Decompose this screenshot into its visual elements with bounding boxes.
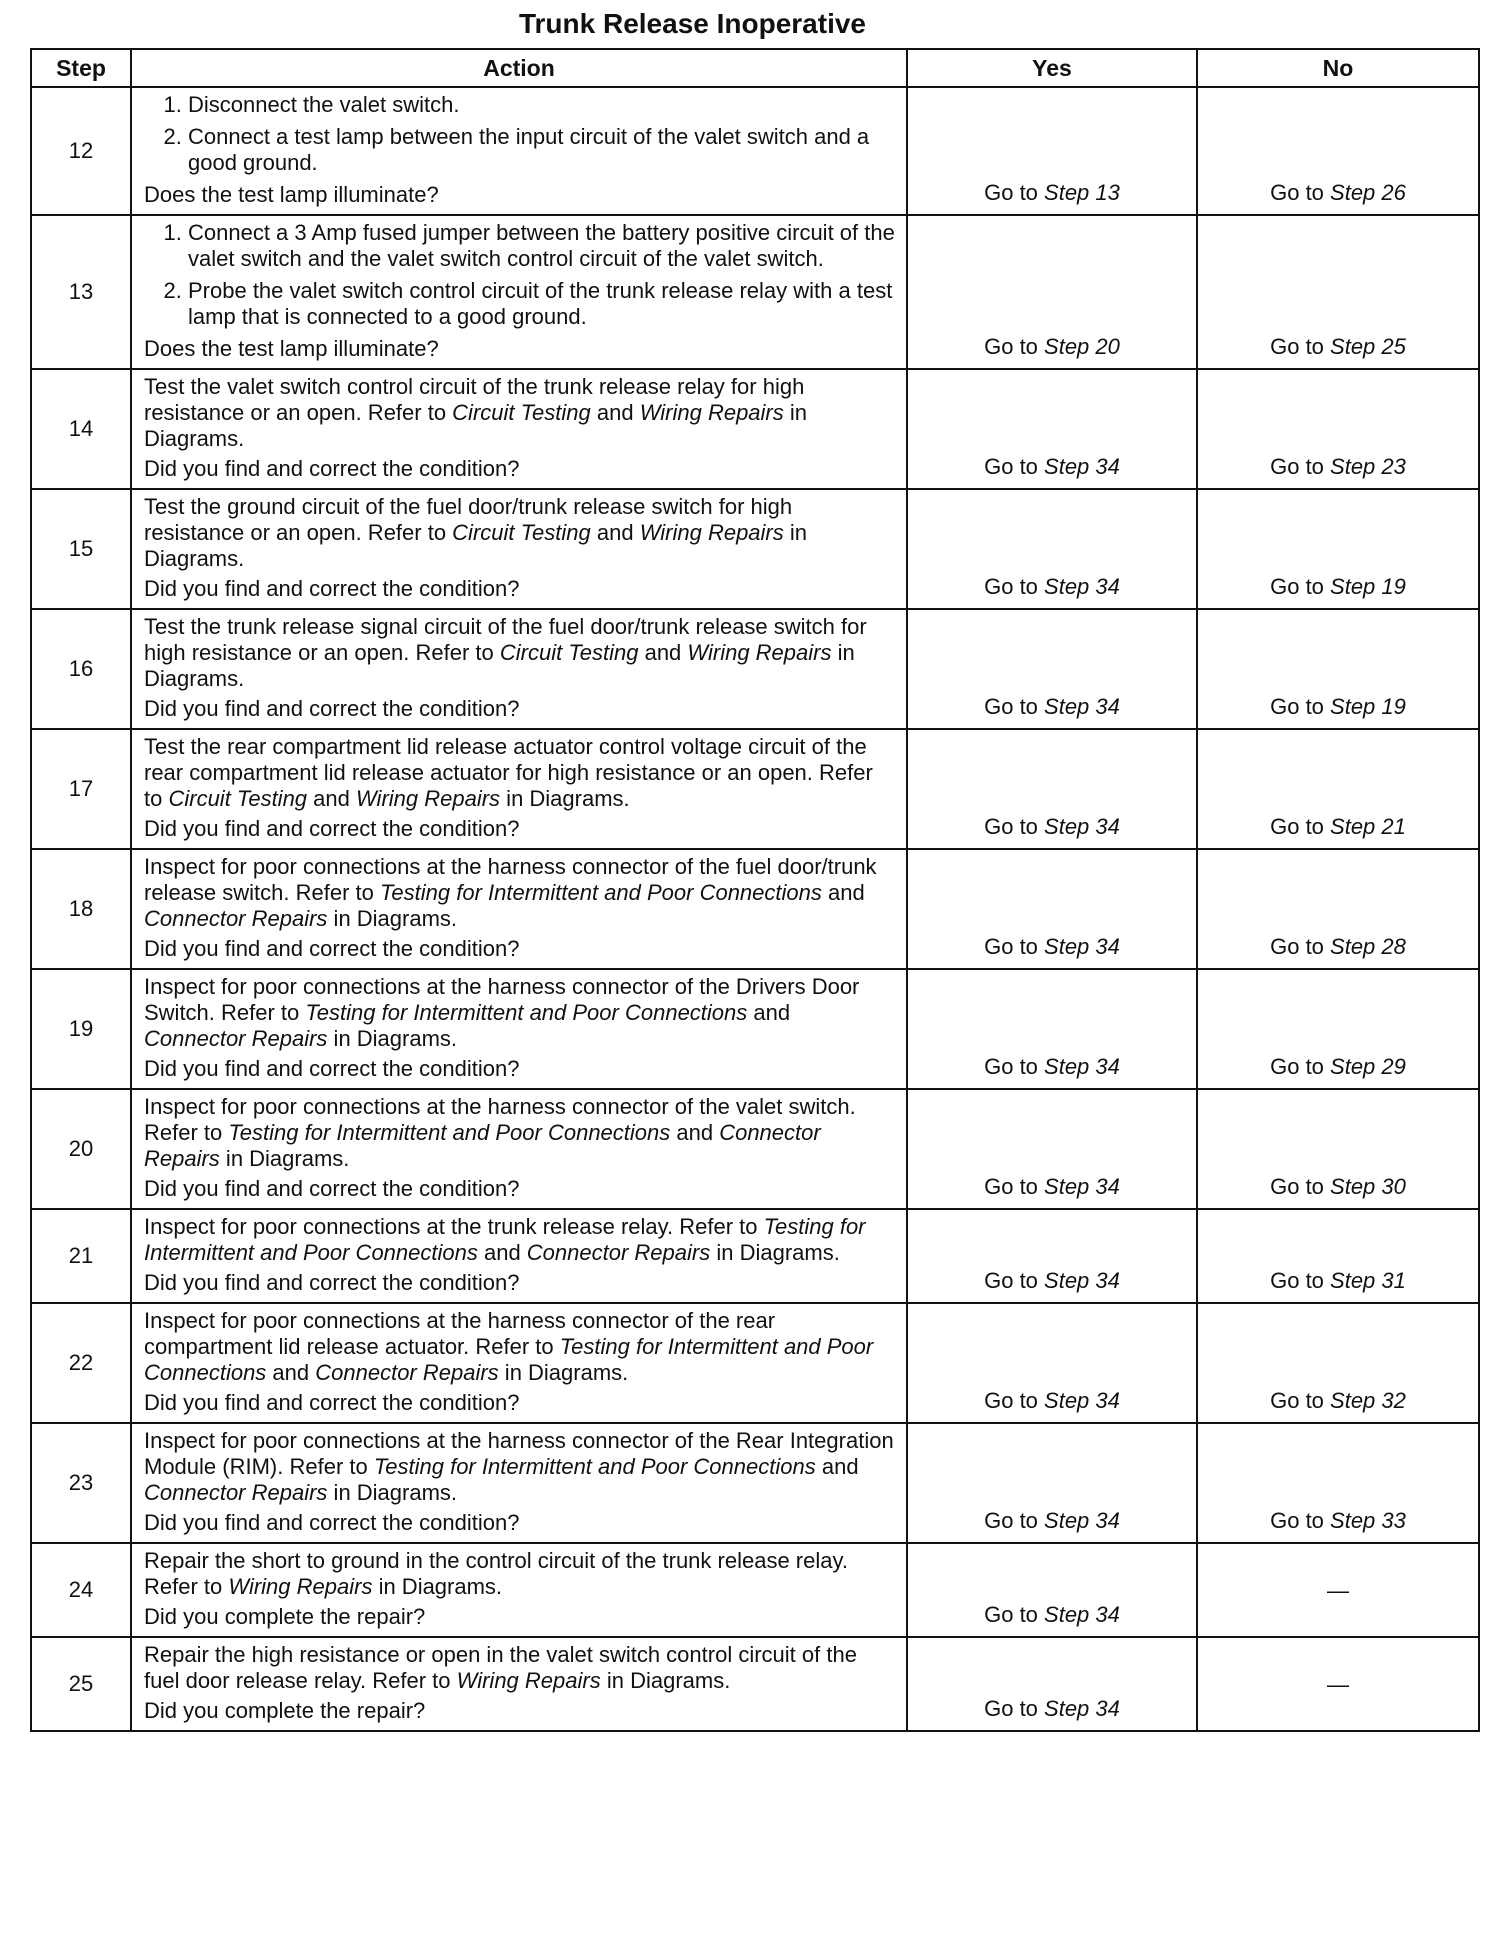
header-step: Step — [31, 49, 131, 87]
action-text: Test the trunk release signal circuit of the fuel door/trunk release switch for high resistance or an open. Refer to — [144, 614, 867, 665]
action-text: in Diagrams. — [144, 400, 808, 451]
goto-prefix: Go to — [1270, 1054, 1331, 1079]
table-row — [31, 729, 1479, 849]
goto-prefix: Go to — [984, 1174, 1045, 1199]
goto-prefix: Go to — [984, 1388, 1045, 1413]
goto-step-reference: Step 34 — [1044, 574, 1120, 599]
step-number: 21 — [31, 1209, 131, 1303]
goto-step-reference: Step 34 — [1044, 1054, 1120, 1079]
step-number: 20 — [31, 1089, 131, 1209]
action-text: and — [821, 880, 865, 905]
action-step-item — [188, 92, 896, 118]
table-row — [31, 87, 1479, 215]
action-cell — [131, 1209, 907, 1303]
reference-link-text: Testing for Intermittent and Poor Connections — [305, 1000, 748, 1025]
action-question: Did you find and correct the condition? — [144, 1390, 520, 1415]
action-question: Did you find and correct the condition? — [144, 1176, 520, 1201]
goto-prefix: Go to — [1270, 1508, 1331, 1533]
goto-step-reference: Step 31 — [1330, 1268, 1406, 1293]
action-text: Inspect for poor connections at the harness connector of the rear compartment lid release actuator. Refer to — [144, 1308, 776, 1359]
action-cell — [131, 1303, 907, 1423]
table-row — [31, 609, 1479, 729]
no-cell — [1197, 1543, 1479, 1637]
action-step-item — [188, 220, 896, 272]
table-body — [31, 87, 1479, 1731]
action-description — [144, 734, 896, 812]
action-text: Test the rear compartment lid release actuator control voltage circuit of the rear compartment lid release actuator for high resistance or an open. Refer to — [144, 734, 873, 811]
action-text: and — [590, 520, 640, 545]
goto-prefix: Go to — [1270, 334, 1331, 359]
reference-link-text: Connector Repairs — [526, 1240, 711, 1265]
no-cell — [1197, 849, 1479, 969]
action-description — [144, 1094, 896, 1172]
action-question: Did you find and correct the condition? — [144, 576, 520, 601]
action-text: in Diagrams. — [372, 1574, 503, 1599]
action-cell — [131, 849, 907, 969]
goto-step-reference: Step 34 — [1044, 694, 1120, 719]
action-text: in Diagrams. — [600, 1668, 731, 1693]
table-row — [31, 1637, 1479, 1731]
action-text: in Diagrams. — [327, 906, 458, 931]
action-text: and — [638, 640, 688, 665]
reference-link-text: Testing for Intermittent and Poor Connections — [228, 1120, 671, 1145]
goto-step-reference: Step 34 — [1044, 1602, 1120, 1627]
yes-cell — [907, 969, 1197, 1089]
table-row — [31, 1303, 1479, 1423]
action-text: Repair the high resistance or open in the valet switch control circuit of the fuel door release relay. Refer to — [144, 1642, 857, 1693]
yes-cell — [907, 369, 1197, 489]
goto-prefix: Go to — [984, 1602, 1045, 1627]
yes-cell — [907, 729, 1197, 849]
action-question: Did you find and correct the condition? — [144, 696, 520, 721]
action-description — [144, 1308, 896, 1386]
action-text: in Diagrams. — [144, 640, 855, 691]
action-question: Did you complete the repair? — [144, 1698, 426, 1723]
step-number: 18 — [31, 849, 131, 969]
action-description — [144, 854, 896, 932]
action-cell — [131, 969, 907, 1089]
action-text: and — [747, 1000, 791, 1025]
step-number: 19 — [31, 969, 131, 1089]
goto-prefix: Go to — [1270, 1268, 1331, 1293]
yes-cell — [907, 1303, 1197, 1423]
page-title: Trunk Release Inoperative — [518, 8, 867, 39]
goto-step-reference: Step 25 — [1330, 334, 1406, 359]
table-row — [31, 969, 1479, 1089]
step-number: 17 — [31, 729, 131, 849]
action-cell — [131, 87, 907, 215]
goto-prefix: Go to — [1270, 454, 1331, 479]
reference-link-text: Testing for Intermittent and Poor Connections — [144, 1214, 866, 1265]
action-question: Did you find and correct the condition? — [144, 1056, 520, 1081]
header-yes: Yes — [907, 49, 1197, 87]
yes-cell — [907, 849, 1197, 969]
action-question: Did you find and correct the condition? — [144, 816, 520, 841]
action-description — [144, 494, 896, 572]
goto-step-reference: Step 34 — [1044, 454, 1120, 479]
goto-prefix: Go to — [1270, 694, 1331, 719]
action-text: Inspect for poor connections at the harness connector of the Drivers Door Switch. Refer to — [144, 974, 860, 1025]
action-text: Test the valet switch control circuit of the trunk release relay for high resistance or an open. Refer to — [144, 374, 805, 425]
goto-prefix: Go to — [1270, 1174, 1331, 1199]
goto-step-reference: Step 19 — [1330, 694, 1406, 719]
goto-step-reference: Step 34 — [1044, 1174, 1120, 1199]
no-cell — [1197, 215, 1479, 369]
action-text: Inspect for poor connections at the harness connector of the valet switch. Refer to — [144, 1094, 856, 1145]
goto-prefix: Go to — [1270, 814, 1331, 839]
no-dash: — — [1327, 1577, 1349, 1603]
goto-prefix: Go to — [1270, 574, 1331, 599]
goto-prefix: Go to — [984, 934, 1045, 959]
goto-prefix: Go to — [984, 180, 1045, 205]
reference-link-text: Connector Repairs — [144, 906, 328, 931]
action-description — [144, 1642, 896, 1694]
action-description — [144, 974, 896, 1052]
reference-link-text: Testing for Intermittent and Poor Connections — [373, 1454, 816, 1479]
no-cell — [1197, 1303, 1479, 1423]
table-row — [31, 1423, 1479, 1543]
goto-prefix: Go to — [984, 454, 1045, 479]
action-question: Did you find and correct the condition? — [144, 1270, 520, 1295]
goto-prefix: Go to — [1270, 180, 1331, 205]
action-step-item — [188, 278, 896, 330]
yes-cell — [907, 489, 1197, 609]
goto-prefix: Go to — [984, 334, 1045, 359]
reference-link-text: Wiring Repairs — [639, 400, 784, 425]
reference-link-text: Connector Repairs — [315, 1360, 499, 1385]
no-cell — [1197, 1089, 1479, 1209]
header-no: No — [1197, 49, 1479, 87]
action-description — [144, 1548, 896, 1600]
no-cell — [1197, 1209, 1479, 1303]
no-cell — [1197, 609, 1479, 729]
action-cell — [131, 489, 907, 609]
goto-prefix: Go to — [984, 1508, 1045, 1533]
goto-step-reference: Step 29 — [1330, 1054, 1406, 1079]
step-number: 24 — [31, 1543, 131, 1637]
action-text: and — [266, 1360, 316, 1385]
reference-link-text: Connector Repairs — [144, 1480, 328, 1505]
action-text: Disconnect the valet switch. — [188, 92, 460, 117]
action-cell — [131, 1089, 907, 1209]
action-text: in Diagrams. — [327, 1480, 458, 1505]
action-question: Did you complete the repair? — [144, 1604, 426, 1629]
action-text: in Diagrams. — [219, 1146, 350, 1171]
reference-link-text: Circuit Testing — [452, 400, 591, 425]
action-text: and — [670, 1120, 720, 1145]
goto-step-reference: Step 19 — [1330, 574, 1406, 599]
step-number: 16 — [31, 609, 131, 729]
reference-link-text: Connector Repairs — [144, 1026, 328, 1051]
no-cell — [1197, 369, 1479, 489]
goto-prefix: Go to — [984, 574, 1045, 599]
step-number: 22 — [31, 1303, 131, 1423]
goto-prefix: Go to — [1270, 1388, 1331, 1413]
yes-cell — [907, 87, 1197, 215]
goto-step-reference: Step 21 — [1330, 814, 1406, 839]
yes-cell — [907, 1543, 1197, 1637]
reference-link-text: Testing for Intermittent and Poor Connections — [379, 880, 822, 905]
step-number: 14 — [31, 369, 131, 489]
goto-prefix: Go to — [984, 1054, 1045, 1079]
goto-step-reference: Step 33 — [1330, 1508, 1406, 1533]
action-text: in Diagrams. — [710, 1240, 840, 1265]
goto-prefix: Go to — [984, 1268, 1045, 1293]
action-text: and — [307, 786, 356, 811]
goto-prefix: Go to — [984, 694, 1045, 719]
reference-link-text: Wiring Repairs — [228, 1574, 373, 1599]
action-text: and — [477, 1240, 527, 1265]
action-text: Connect a test lamp between the input circuit of the valet switch and a good ground. — [188, 124, 870, 175]
yes-cell — [907, 609, 1197, 729]
reference-link-text: Circuit Testing — [168, 786, 308, 811]
goto-step-reference: Step 34 — [1044, 1508, 1120, 1533]
action-cell — [131, 1543, 907, 1637]
table-row — [31, 1543, 1479, 1637]
goto-prefix: Go to — [984, 814, 1045, 839]
no-cell — [1197, 489, 1479, 609]
goto-step-reference: Step 20 — [1044, 334, 1120, 359]
action-text: Inspect for poor connections at the harness connector of the fuel door/trunk release switch. Refer to — [144, 854, 877, 905]
action-question: Did you find and correct the condition? — [144, 456, 520, 481]
action-step-item — [188, 124, 896, 176]
action-steps-list — [144, 92, 896, 176]
header-action: Action — [131, 49, 907, 87]
action-text: and — [590, 400, 640, 425]
action-cell — [131, 1423, 907, 1543]
goto-step-reference: Step 34 — [1044, 814, 1120, 839]
goto-step-reference: Step 13 — [1044, 180, 1120, 205]
goto-step-reference: Step 23 — [1330, 454, 1406, 479]
action-description — [144, 1214, 896, 1266]
no-cell — [1197, 87, 1479, 215]
action-text: in Diagrams. — [327, 1026, 458, 1051]
no-cell — [1197, 1423, 1479, 1543]
goto-step-reference: Step 28 — [1330, 934, 1406, 959]
table-row — [31, 1089, 1479, 1209]
action-question: Did you find and correct the condition? — [144, 936, 520, 961]
table-row — [31, 1209, 1479, 1303]
yes-cell — [907, 215, 1197, 369]
diagnostic-table — [30, 48, 1480, 1732]
reference-link-text: Wiring Repairs — [687, 640, 832, 665]
action-cell — [131, 609, 907, 729]
action-text: in Diagrams. — [498, 1360, 629, 1385]
table-row — [31, 215, 1479, 369]
goto-step-reference: Step 34 — [1044, 1696, 1120, 1721]
goto-prefix: Go to — [984, 1696, 1045, 1721]
action-question: Does the test lamp illuminate? — [144, 336, 439, 361]
step-number: 15 — [31, 489, 131, 609]
action-steps-list — [144, 220, 896, 330]
action-question: Did you find and correct the condition? — [144, 1510, 520, 1535]
goto-step-reference: Step 34 — [1044, 1268, 1120, 1293]
no-cell — [1197, 729, 1479, 849]
goto-step-reference: Step 34 — [1044, 934, 1120, 959]
action-description — [144, 1428, 896, 1506]
goto-step-reference: Step 32 — [1330, 1388, 1406, 1413]
action-text: Probe the valet switch control circuit of the trunk release relay with a test lamp that is connected to a good ground. — [188, 278, 893, 329]
step-number: 12 — [31, 87, 131, 215]
no-cell — [1197, 969, 1479, 1089]
yes-cell — [907, 1423, 1197, 1543]
goto-step-reference: Step 34 — [1044, 1388, 1120, 1413]
reference-link-text: Circuit Testing — [452, 520, 591, 545]
action-text: Connect a 3 Amp fused jumper between the battery positive circuit of the valet switch and the valet switch control circuit of the valet switch. — [188, 220, 895, 271]
reference-link-text: Circuit Testing — [499, 640, 639, 665]
action-cell — [131, 1637, 907, 1731]
action-description — [144, 614, 896, 692]
action-description — [144, 374, 896, 452]
action-question: Does the test lamp illuminate? — [144, 182, 439, 207]
action-text: Test the ground circuit of the fuel door/trunk release switch for high resistance or an open. Refer to — [144, 494, 793, 545]
goto-step-reference: Step 26 — [1330, 180, 1406, 205]
step-number: 23 — [31, 1423, 131, 1543]
action-cell — [131, 215, 907, 369]
action-text: Inspect for poor connections at the trunk release relay. Refer to — [144, 1214, 764, 1239]
goto-step-reference: Step 30 — [1330, 1174, 1406, 1199]
action-text: in Diagrams. — [500, 786, 630, 811]
table-row — [31, 849, 1479, 969]
yes-cell — [907, 1637, 1197, 1731]
step-number: 25 — [31, 1637, 131, 1731]
reference-link-text: Wiring Repairs — [639, 520, 784, 545]
reference-link-text: Connector Repairs — [144, 1120, 821, 1171]
yes-cell — [907, 1209, 1197, 1303]
table-row — [31, 369, 1479, 489]
step-number: 13 — [31, 215, 131, 369]
action-text: and — [815, 1454, 859, 1479]
action-text: Repair the short to ground in the control circuit of the trunk release relay. Refer to — [144, 1548, 848, 1599]
reference-link-text: Testing for Intermittent and Poor Connections — [144, 1334, 874, 1385]
table-row — [31, 489, 1479, 609]
goto-prefix: Go to — [1270, 934, 1331, 959]
table-header-row — [31, 49, 1479, 87]
action-text: in Diagrams. — [144, 520, 808, 571]
reference-link-text: Wiring Repairs — [355, 786, 501, 811]
action-cell — [131, 729, 907, 849]
no-dash: — — [1327, 1671, 1349, 1697]
reference-link-text: Wiring Repairs — [456, 1668, 601, 1693]
yes-cell — [907, 1089, 1197, 1209]
action-cell — [131, 369, 907, 489]
no-cell — [1197, 1637, 1479, 1731]
action-text: Inspect for poor connections at the harness connector of the Rear Integration Module (RIM). Refer to — [144, 1428, 894, 1479]
